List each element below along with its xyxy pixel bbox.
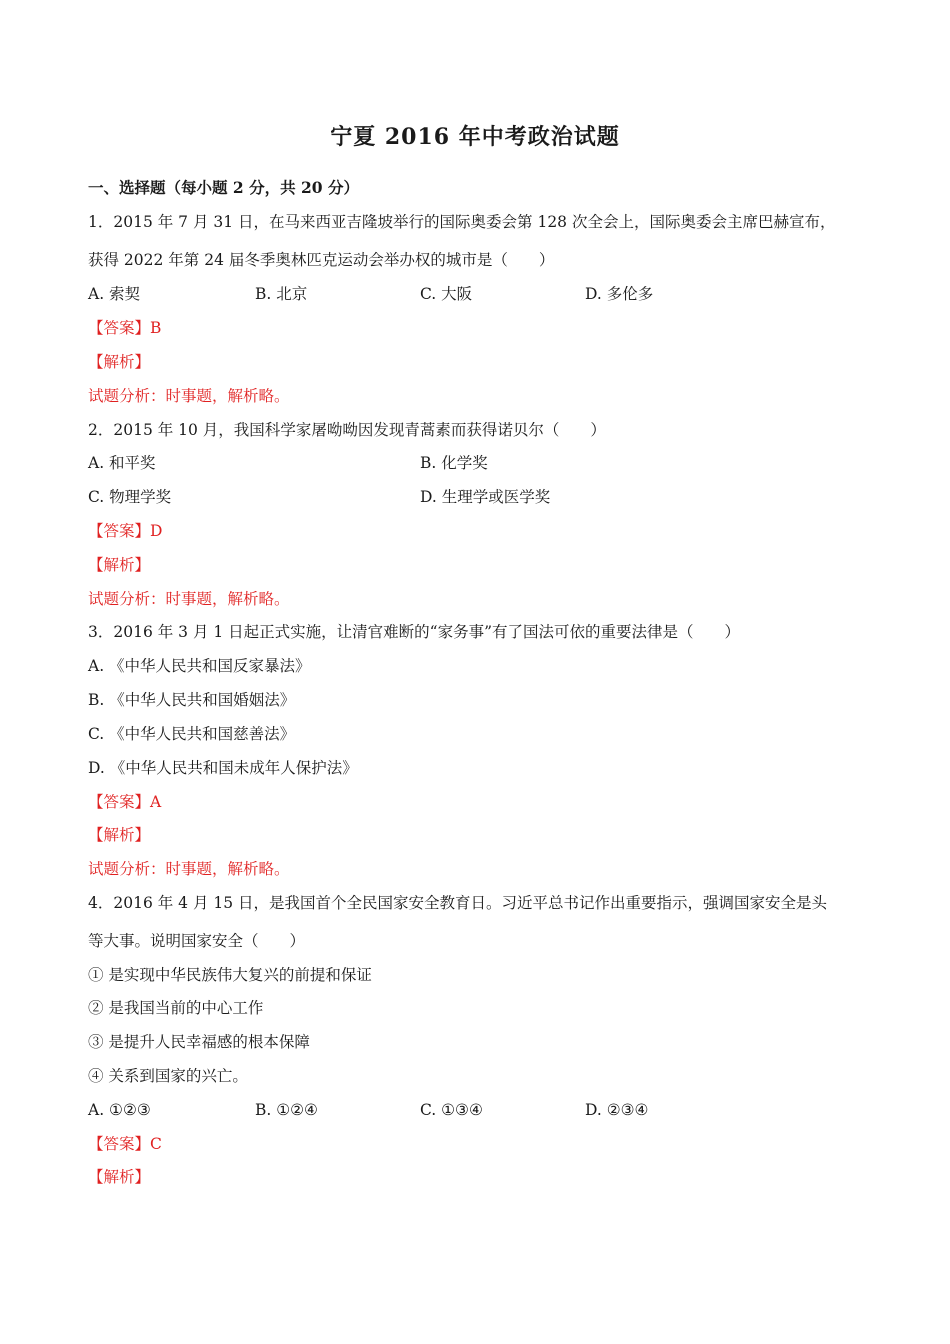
question-2-option-c: C. 物理学奖: [88, 488, 172, 506]
question-3-option-d: D. 《中华人民共和国未成年人保护法》: [88, 759, 358, 777]
question-2-option-b: B. 化学奖: [420, 454, 488, 472]
question-3-line-1: 3．2016 年 3 月 1 日起正式实施，让清官难断的“家务事”有了国法可依的重要法律是（ ）: [88, 623, 741, 641]
question-2-analysis-label: 【解析】: [88, 556, 151, 574]
question-4-statement-2: ② 是我国当前的中心工作: [88, 999, 264, 1017]
question-1-option-b: B. 北京: [255, 285, 308, 303]
question-3-option-c: C. 《中华人民共和国慈善法》: [88, 725, 296, 743]
question-4-statement-1: ① 是实现中华民族伟大复兴的前提和保证: [88, 966, 372, 984]
question-4-option-b: B. ①②④: [255, 1101, 318, 1119]
question-4-statement-4: ④ 关系到国家的兴亡。: [88, 1067, 248, 1085]
question-2-analysis: 试题分析：时事题，解析略。: [88, 590, 290, 608]
question-2-line-1: 2．2015 年 10 月，我国科学家屠呦呦因发现青蒿素而获得诺贝尔（ ）: [88, 421, 606, 439]
question-1-analysis: 试题分析：时事题，解析略。: [88, 387, 290, 405]
question-3-analysis-label: 【解析】: [88, 826, 151, 844]
question-4-line-1: 4．2016 年 4 月 15 日，是我国首个全民国家安全教育日。习近平总书记作出重要指示，强调国家安全是头: [88, 894, 828, 912]
question-1-option-d: D. 多伦多: [585, 285, 654, 303]
question-4-statement-3: ③ 是提升人民幸福感的根本保障: [88, 1033, 310, 1051]
question-3-analysis: 试题分析：时事题，解析略。: [88, 860, 290, 878]
question-2-option-a: A. 和平奖: [88, 454, 156, 472]
question-1-option-c: C. 大阪: [420, 285, 473, 303]
question-3-answer: 【答案】A: [88, 793, 162, 811]
section-heading: 一、选择题（每小题 2 分，共 20 分）: [88, 178, 359, 197]
question-1-analysis-label: 【解析】: [88, 353, 151, 371]
question-1-answer: 【答案】B: [88, 319, 162, 337]
question-1-option-a: A. 索契: [88, 285, 141, 303]
question-2-answer: 【答案】D: [88, 522, 163, 540]
question-4-line-2: 等大事。说明国家安全（ ）: [88, 932, 306, 950]
question-2-option-d: D. 生理学或医学奖: [420, 488, 551, 506]
question-4-option-a: A. ①②③: [88, 1101, 151, 1119]
question-4-option-d: D. ②③④: [585, 1101, 649, 1119]
question-4-option-c: C. ①③④: [420, 1101, 483, 1119]
question-1-line-1: 1．2015 年 7 月 31 日，在马来西亚吉隆坡举行的国际奥委会第 128 次全会上，国际奥委会主席巴赫宣布，: [88, 213, 836, 231]
question-3-option-b: B. 《中华人民共和国婚姻法》: [88, 691, 296, 709]
question-4-answer: 【答案】C: [88, 1135, 162, 1153]
question-4-analysis-label: 【解析】: [88, 1168, 151, 1186]
question-3-option-a: A. 《中华人民共和国反家暴法》: [88, 657, 311, 675]
question-1-line-2: 获得 2022 年第 24 届冬季奥林匹克运动会举办权的城市是（ ）: [88, 251, 555, 269]
page-title: 宁夏 2016 年中考政治试题: [330, 124, 620, 150]
